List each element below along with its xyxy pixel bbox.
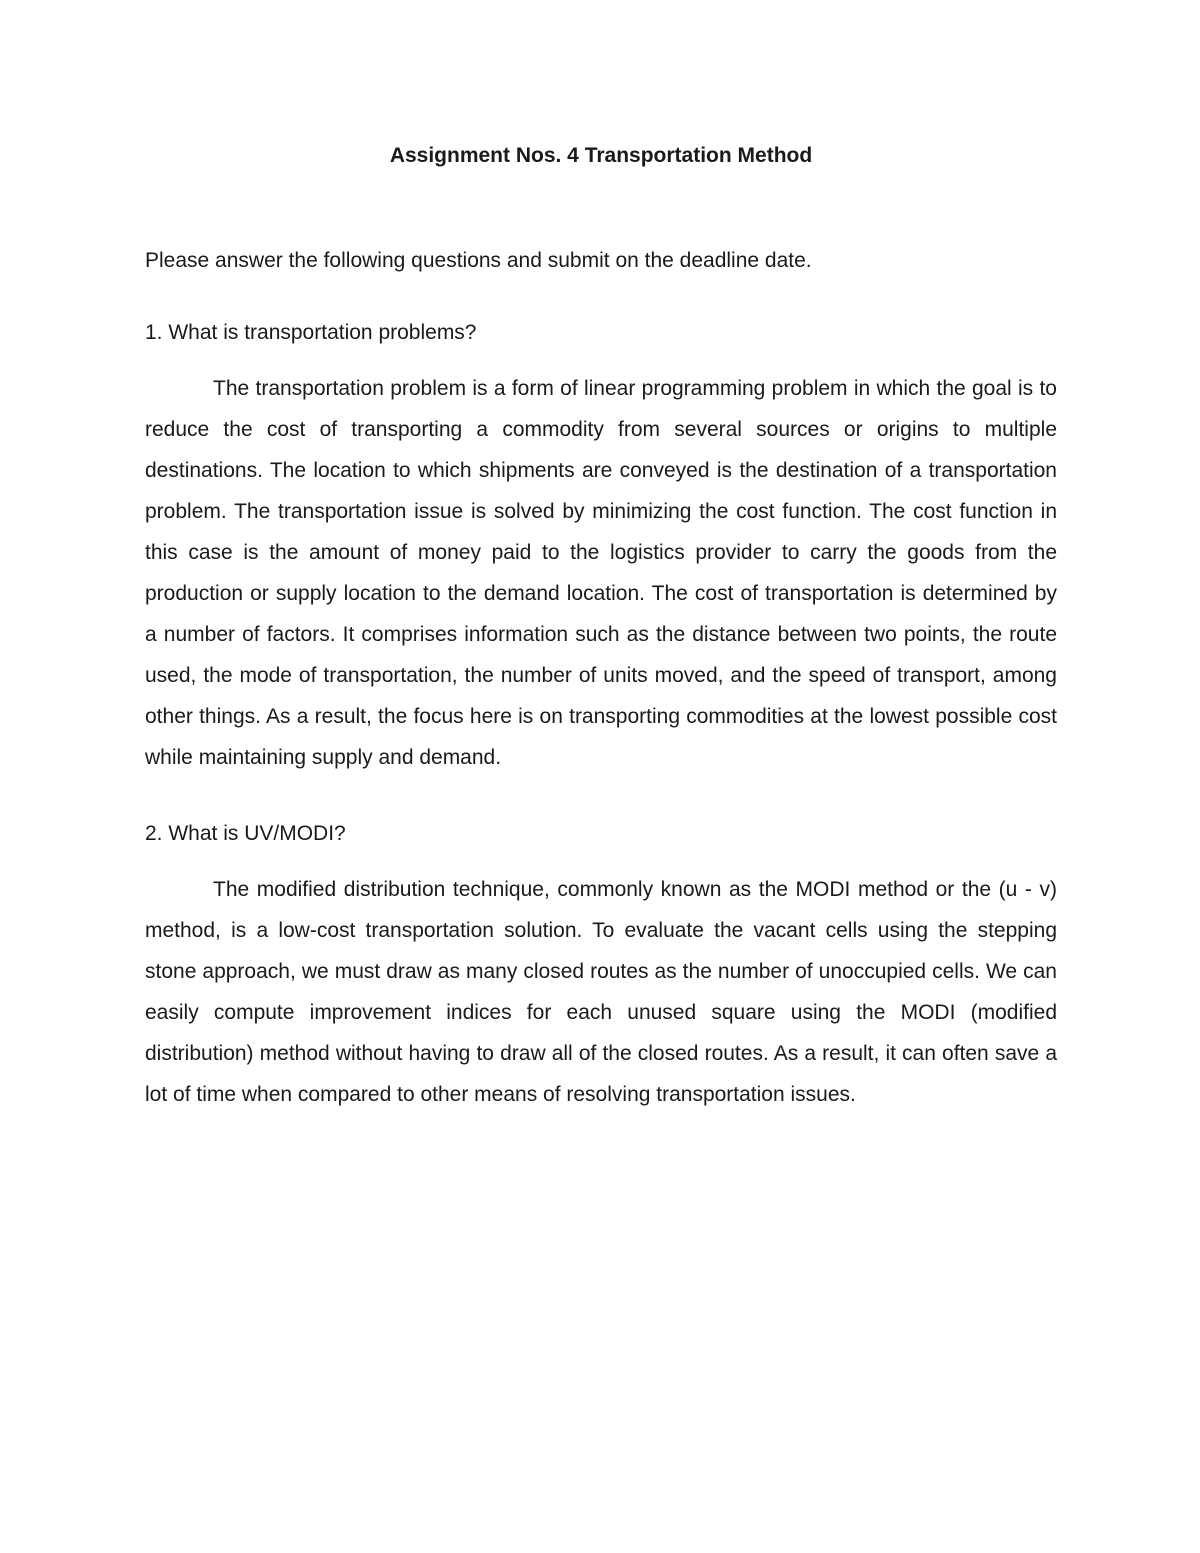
answer-1: The transportation problem is a form of linear programming problem in which the goal is to reduce the cost of transporting a commodity from several sources or origins to multiple destinations. The location to which shipments are conveyed is the destination of a transportation problem. The transportation issue is solved by minimizing the cost function. The cost function in this case is the amount of money paid to the logistics provider to carry the goods from the production or supply location to the demand location. The cost of transportation is determined by a number of factors. It comprises information such as the distance between two points, the route used, the mode of transportation, the number of units moved, and the speed of transport, among other things. As a result, the focus here is on transporting commodities at the lowest possible cost while maintaining supply and demand.	[145, 377, 1057, 769]
question-2: 2. What is UV/MODI?	[145, 822, 346, 845]
answer-2: The modified distribution technique, commonly known as the MODI method or the (u - v) method, is a low-cost transportation solution. To evaluate the vacant cells using the stepping stone approach, we must draw as many closed routes as the number of unoccupied cells. We can easily compute improvement indices for each unused square using the MODI (modified distribution) method without having to draw all of the closed routes. As a result, it can often save a lot of time when compared to other means of resolving transportation issues.	[145, 878, 1057, 1106]
document-body	[145, 140, 1057, 1115]
instructions-text: Please answer the following questions and submit on the deadline date.	[145, 249, 812, 272]
question-1: 1. What is transportation problems?	[145, 321, 477, 344]
document-title: Assignment Nos. 4 Transportation Method	[389, 144, 813, 167]
